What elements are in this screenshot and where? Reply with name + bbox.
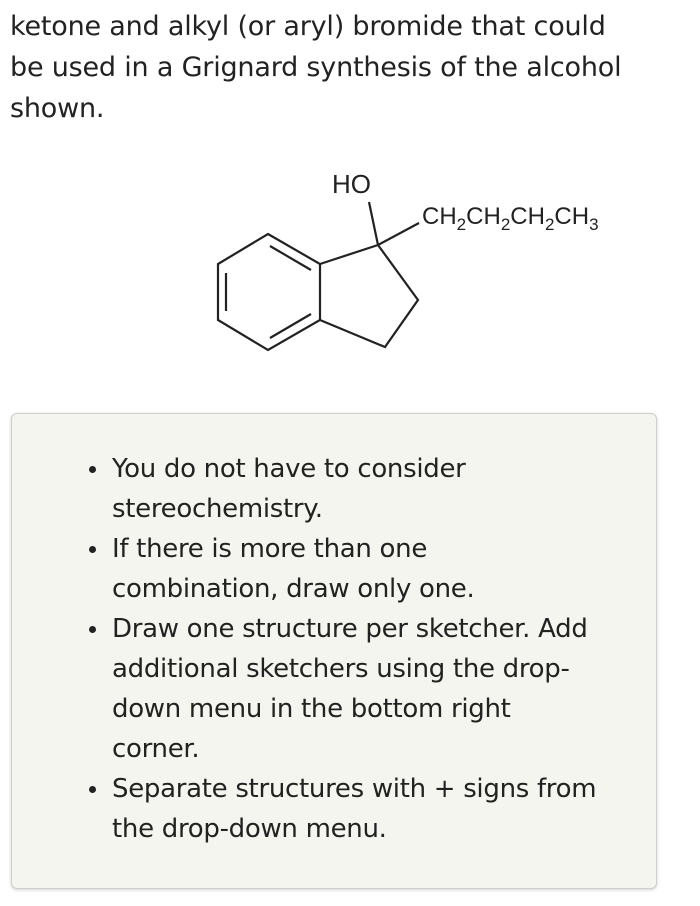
list-item xyxy=(112,449,652,529)
list-item-text: You do not have to consider xyxy=(112,454,466,484)
bullet-icon xyxy=(89,626,96,633)
list-item-text: If there is more than one xyxy=(112,534,428,564)
instructions-box xyxy=(11,413,657,889)
list-item xyxy=(112,529,652,609)
bullet-icon xyxy=(89,466,96,473)
question-line: ketone and alkyl (or aryl) bromide that could xyxy=(10,11,606,42)
list-item-text: the drop-down menu. xyxy=(112,814,387,844)
list-item-text: additional sketchers using the drop- xyxy=(112,654,570,684)
list-item xyxy=(112,609,652,769)
list-item-text: combination, draw only one. xyxy=(112,574,475,604)
bullet-icon xyxy=(89,546,96,553)
alcohol-structure-diagram xyxy=(190,160,670,370)
list-item-text: down menu in the bottom right xyxy=(112,694,511,724)
substituent-bonds xyxy=(369,202,419,245)
list-item-text: Separate structures with + signs from xyxy=(112,774,597,804)
bullet-icon xyxy=(89,786,96,793)
instructions-list xyxy=(112,449,652,849)
list-item-text: stereochemistry. xyxy=(112,494,323,524)
question-text xyxy=(10,6,680,129)
list-item-text: corner. xyxy=(112,734,200,764)
question-line: be used in a Grignard synthesis of the alcohol xyxy=(10,52,622,83)
list-item-text: Draw one structure per sketcher. Add xyxy=(112,614,588,644)
benzene-ring xyxy=(218,234,320,350)
alkyl-chain-label: $CH_2CH_2CH_2CH_3$ xyxy=(422,203,599,234)
cyclopentane-ring xyxy=(320,245,418,347)
ho-label: HO xyxy=(332,169,371,199)
question-line: shown. xyxy=(10,93,105,124)
list-item xyxy=(112,769,652,849)
